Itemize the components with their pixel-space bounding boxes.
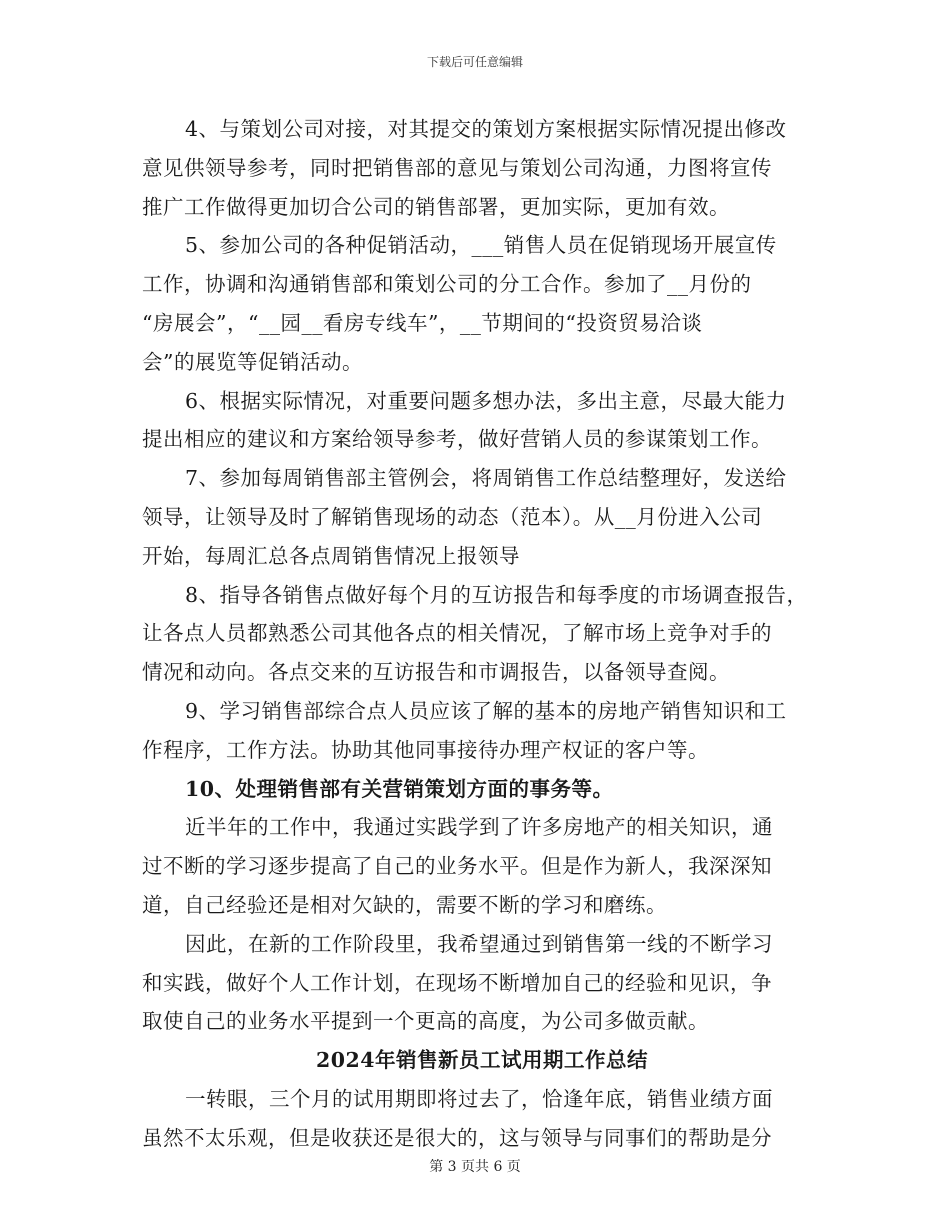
text-line: 和实践，做好个人工作计划，在现场不断增加自己的经验和见识，争 [142, 970, 772, 995]
text-line: 作程序，工作方法。协助其他同事接待办理产权证的客户等。 [142, 737, 709, 762]
text-line: 6、根据实际情况，对重要问题多想办法，多出主意，尽最大能力 [185, 388, 787, 413]
text-line: 让各点人员都熟悉公司其他各点的相关情况，了解市场上竞争对手的 [142, 621, 772, 646]
text-line: 5、参加公司的各种促销活动，___销售人员在促销现场开展宣传 [185, 233, 777, 258]
paragraph-item-4 [142, 110, 822, 226]
paragraph-item-6 [142, 382, 822, 460]
text-line: 推广工作做得更加切合公司的销售部署，更加实际，更加有效。 [142, 194, 730, 219]
text-line: 10、处理销售部有关营销策划方面的事务等。 [185, 776, 614, 801]
paragraph-item-10 [142, 770, 822, 809]
text-line: 过不断的学习逐步提高了自己的业务水平。但是作为新人，我深深知 [142, 854, 772, 879]
text-line: 会”的展览等促销活动。 [142, 349, 363, 374]
text-line: 9、学习销售部综合点人员应该了解的基本的房地产销售知识和工 [185, 698, 787, 723]
text-line: 取使自己的业务水平提到一个更高的高度，为公司多做贡献。 [142, 1009, 709, 1034]
text-line: 开始，每周汇总各点周销售情况上报领导 [142, 543, 520, 568]
text-line: 领导，让领导及时了解销售现场的动态（范本）。从__月份进入公司 [142, 504, 763, 529]
text-line: 虽然不太乐观，但是收获还是很大的，这与领导与同事们的帮助是分 [142, 1125, 772, 1150]
text-line: 意见供领导参考，同时把销售部的意见与策划公司沟通，力图将宣传 [142, 155, 772, 180]
text-line: 道，自己经验还是相对欠缺的，需要不断的学习和磨练。 [142, 892, 667, 917]
paragraph-outlook [142, 925, 822, 1041]
text-line: 7、参加每周销售部主管例会，将周销售工作总结整理好，发送给 [185, 466, 787, 491]
section-heading [142, 1041, 822, 1080]
paragraph-item-9 [142, 692, 822, 770]
paragraph-item-5 [142, 226, 822, 381]
page-footer: 第 3 页共 6 页 [429, 1159, 521, 1175]
paragraph-summary [142, 808, 822, 924]
paragraph-item-8 [142, 576, 822, 692]
text-line: 因此，在新的工作阶段里，我希望通过到销售第一线的不断学习 [185, 931, 773, 956]
document-body [142, 110, 822, 1158]
paragraph-item-7 [142, 459, 822, 575]
text-line: 工作，协调和沟通销售部和策划公司的分工合作。参加了__月份的 [142, 272, 752, 297]
page-header: 下载后可任意编辑 [426, 55, 523, 69]
text-line: 8、指导各销售点做好每个月的互访报告和每季度的市场调查报告， [185, 582, 808, 607]
text-line: 近半年的工作中，我通过实践学到了许多房地产的相关知识，通 [185, 815, 773, 840]
text-line: 提出相应的建议和方案给领导参考，做好营销人员的参谋策划工作。 [142, 427, 772, 452]
paragraph-intro [142, 1080, 822, 1158]
text-line: 一转眼，三个月的试用期即将过去了，恰逢年底，销售业绩方面 [185, 1086, 773, 1111]
text-line: 情况和动向。各点交来的互访报告和市调报告，以备领导查阅。 [142, 660, 730, 685]
text-line: “房展会”，“__园__看房专线车”，__节期间的“投资贸易洽谈 [142, 310, 703, 335]
text-line: 4、与策划公司对接，对其提交的策划方案根据实际情况提出修改 [185, 117, 787, 141]
section-title: 2024年销售新员工试用期工作总结 [315, 1048, 649, 1073]
